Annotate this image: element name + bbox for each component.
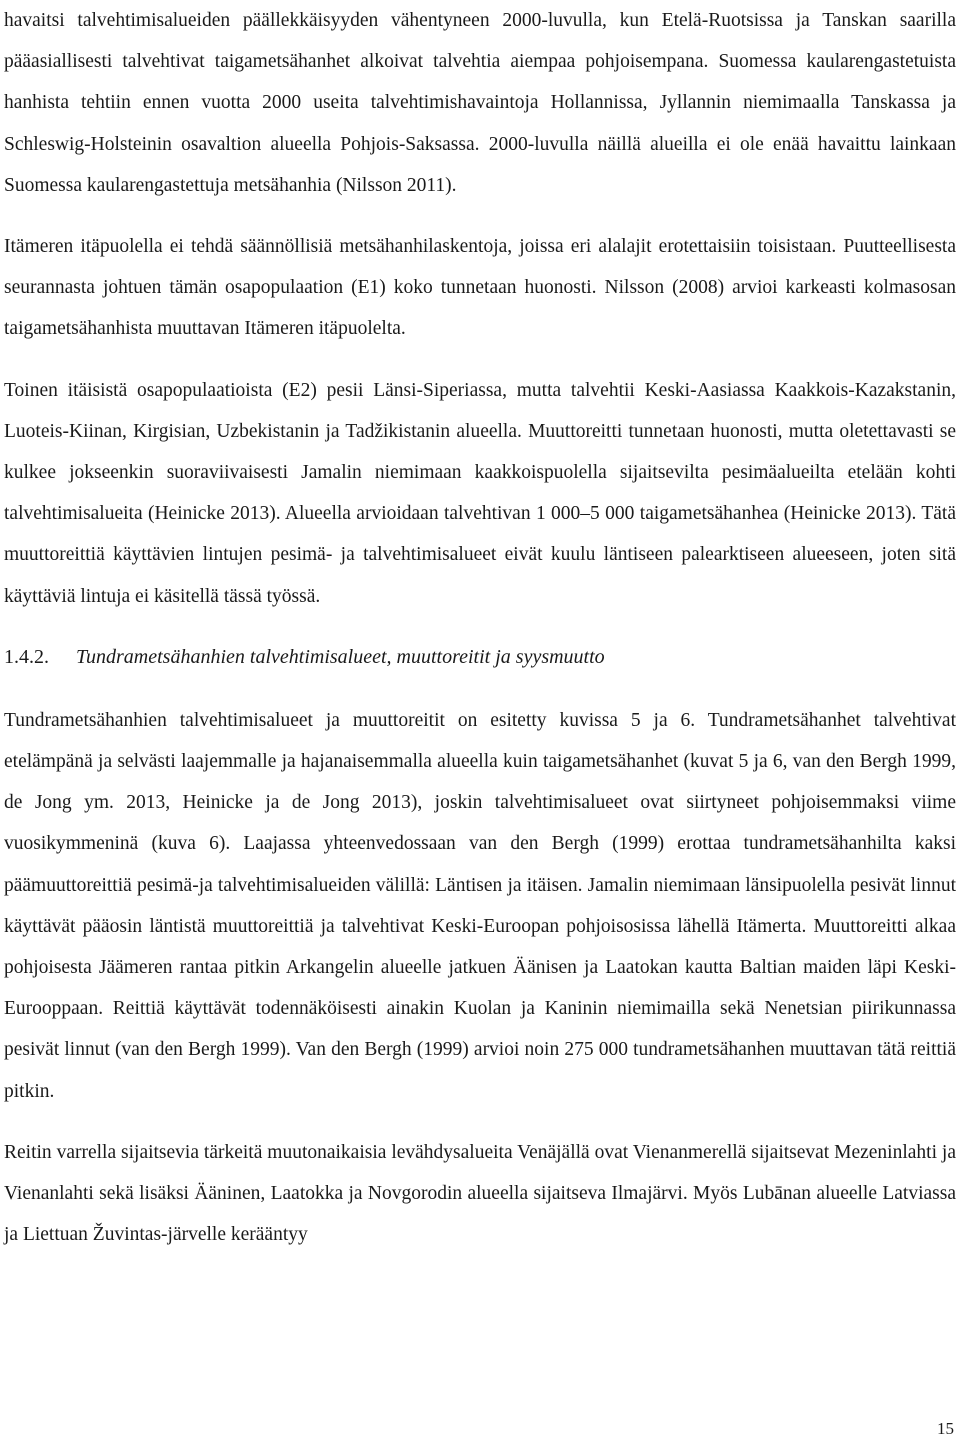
paragraph-staging-areas: Reitin varrella sijaitsevia tärkeitä muutonaikaisia levähdysalueita Venäjällä ovat Vienanmerellä sijaitsevat Mezeninlahti ja Vienanlahti sekä lisäksi Ääninen, Laatokka ja Novgorodin alueella sijaitseva Ilmajärvi. Myös Lubānan alueelle Latviassa ja Liettuan Žuvintas-järvelle kerääntyy <box>4 1141 956 1246</box>
paragraph-tundra-goose-routes: Tundrametsähanhien talvehtimisalueet ja muuttoreitit on esitetty kuvissa 5 ja 6. Tundrametsähanhet talvehtivat etelämpänä ja selvästi laajemmalle ja hajanaisemmalla alueella kuin taigametsähanhet (kuvat 5 ja 6, van den Bergh 1999, de Jong ym. 2013, Heinicke ja de Jong 2013), joskin talvehtimisalueet ovat siirtyneet pohjoisemmaksi viime vuosikymmeninä (kuva 6). Laajassa yhteenvedossaan van den Bergh (1999) erottaa tundrametsähanhilta kaksi päämuuttoreittiä pesimä-ja talvehtimisalueiden välillä: Läntisen ja itäisen. Jamalin niemimaan länsipuolella pesivät linnut käyttävät pääosin läntistä muuttoreittiä ja talvehtivat Keski-Euroopan pohjoisosissa lähellä Itämerta. Muuttoreitti alkaa pohjoisesta Jäämeren rantaa pitkin Arkangelin alueelle jatkuen Äänisen ja Laatokan kautta Baltian maiden läpi Keski-Eurooppaan. Reittiä käyttävät todennäköisesti ainakin Kuolan ja Kaninin niemimailla sekä Nenetsian piirikunnassa pesivät linnut (van den Bergh 1999). Van den Bergh (1999) arvioi noin 275 000 tundrametsähanhen muuttavan tätä reittiä pitkin. <box>4 709 956 1102</box>
document-page <box>4 0 956 1255</box>
paragraph-east-baltic-counts: Itämeren itäpuolella ei tehdä säännöllisiä metsähanhilaskentoja, joissa eri alalajit erotettaisiin toisistaan. Puutteellisesta seurannasta johtuen tämän osapopulaation (E1) koko tunnetaan huonosti. Nilsson (2008) arvioi karkeasti kolmasosan taigametsähanhista muuttavan Itämeren itäpuolelta. <box>4 236 956 340</box>
paragraph-goose-wintering-overlap: havaitsi talvehtimisalueiden päällekkäisyyden vähentyneen 2000-luvulla, kun Etelä-Ruotsissa ja Tanskan saarilla pääasiallisesti talvehtivat taigametsähanhet alkoivat talvehtia aiempaa pohjoisempana. Suomessa kaularengastetuista hanhista tehtiin ennen vuotta 2000 useita talvehtimishavaintoja Hollannissa, Jyllannin niemimaalla Tanskassa ja Schleswig-Holsteinin osavaltion alueella Pohjois-Saksassa. 2000-luvulla näillä alueilla ei ole enää havaittu lainkaan Suomessa kaularengastettuja metsähanhia (Nilsson 2011). <box>4 10 956 196</box>
section-heading-title: Tundrametsähanhien talvehtimisalueet, muuttoreitit ja syysmuutto <box>76 645 605 668</box>
paragraph-e2-subpopulation: Toinen itäisistä osapopulaatioista (E2) pesii Länsi-Siperiassa, mutta talvehtii Keski-Aasiassa Kaakkois-Kazakstanin, Luoteis-Kiinan, Kirgisian, Uzbekistanin ja Tadžikistanin alueella. Muuttoreitti tunnetaan huonosti, mutta oletettavasti se kulkee jokseenkin suoraviivaisesti Jamalin niemimaan kaakkoispuolella sijaitsevilta pesimäalueilta etelään kohti talvehtimisalueita (Heinicke 2013). Alueella arvioidaan talvehtivan 1 000–5 000 taigametsähanhea (Heinicke 2013). Tätä muuttoreittiä käyttävien lintujen pesimä- ja talvehtimisalueet eivät kuulu läntiseen palearktiseen alueeseen, joten sitä käyttäviä lintuja ei käsitellä tässä työssä. <box>4 379 956 607</box>
section-heading <box>4 637 956 678</box>
section-heading-number: 1.4.2. <box>4 645 49 668</box>
page-number: 15 <box>937 1419 954 1438</box>
